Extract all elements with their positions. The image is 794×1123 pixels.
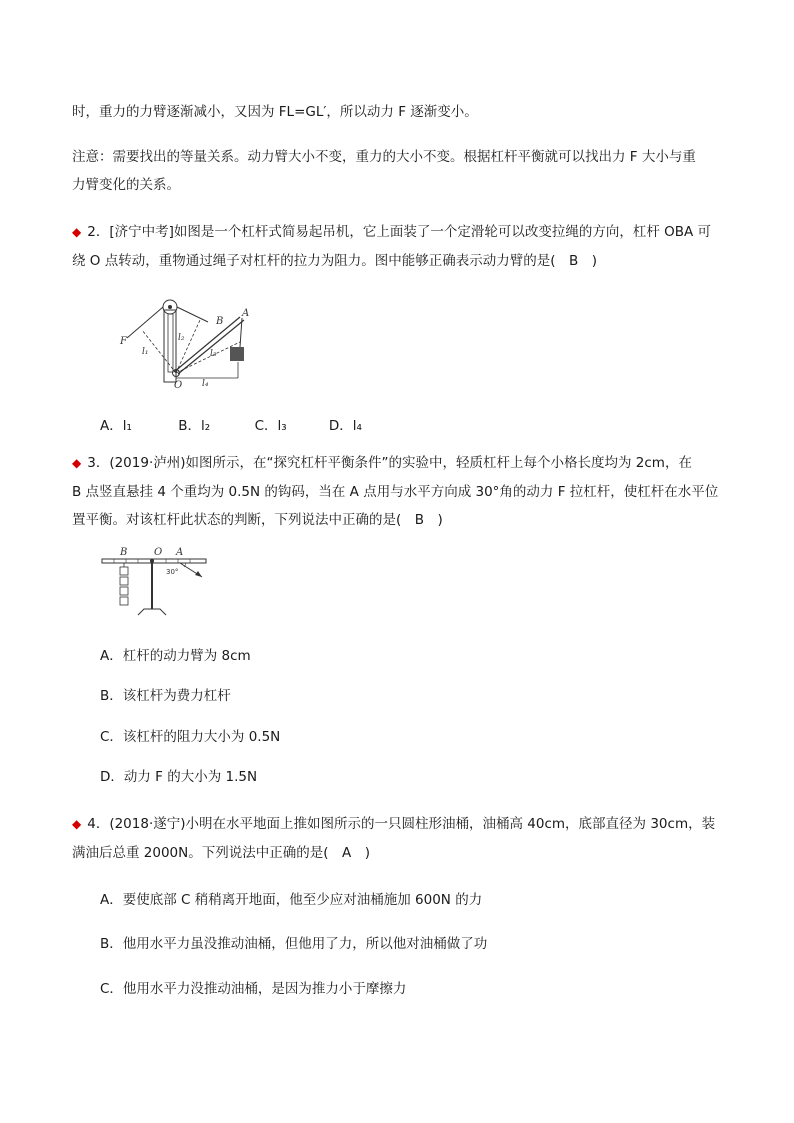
q3-option-a: A．杠杆的动力臂为 8cm (100, 648, 251, 664)
q3-lever-figure (98, 545, 210, 617)
q3-line-2: B 点竖直悬挂 4 个重均为 0.5N 的钩码，当在 A 点用与水平方向成 30°角的动力 F 拉杠杆，使杠杆在水平位 (72, 484, 719, 500)
q3-option-c: C．该杠杆的阻力大小为 0.5N (100, 729, 281, 745)
q4-option-c: C．他用水平力没推动油桶，是因为推力小于摩擦力 (100, 981, 407, 997)
label-B: B (120, 547, 128, 558)
bullet-diamond-icon: ◆ (72, 817, 82, 831)
bullet-diamond-icon: ◆ (72, 225, 82, 239)
label-O: O (174, 380, 183, 391)
q4-text-1: 4．(2018·遂宁)小明在水平地面上推如图所示的一只圆柱形油桶，油桶高 40cm，底部直径为 30cm，装 (87, 816, 716, 832)
label-B: B (216, 316, 224, 327)
q2-line-1 (72, 222, 711, 242)
q2-options (100, 416, 399, 436)
label-A: A (242, 308, 250, 319)
note-line-2: 力臂变化的关系。 (72, 177, 180, 193)
label-F: F (120, 336, 127, 347)
q3-line-3: 置平衡。对该杠杆此状态的判断，下列说法中正确的是( B ) (72, 512, 443, 528)
q3-option-b: B．该杠杆为费力杠杆 (100, 688, 231, 704)
label-A: A (176, 547, 184, 558)
label-l1: l₁ (142, 347, 149, 357)
q4-line-1 (72, 814, 715, 834)
q2-option-d: D．l₄ (328, 418, 362, 434)
q3-option-d: D．动力 F 的大小为 1.5N (100, 769, 258, 785)
q2-crane-figure (112, 292, 262, 392)
label-l2: l₂ (178, 333, 185, 343)
q3-text-1: 3．(2019·泸州)如图所示，在“探究杠杆平衡条件”的实验中，轻质杠杆上每个小格长度均为 2cm，在 (87, 455, 692, 471)
label-O: O (154, 547, 163, 558)
q4-option-a: A．要使底部 C 稍稍离开地面，他至少应对油桶施加 600N 的力 (100, 892, 483, 908)
q4-option-b: B．他用水平力虽没推动油桶，但他用了力，所以他对油桶做了功 (100, 936, 488, 952)
note-line-1: 注意：需要找出的等量关系。动力臂大小不变，重力的大小不变。根据杠杆平衡就可以找出力 F 大小与重 (72, 149, 696, 165)
q2-line-2: 绕 O 点转动，重物通过绳子对杠杆的拉力为阻力。图中能够正确表示动力臂的是( B ) (72, 253, 598, 269)
q4-line-2: 满油后总重 2000N。下列说法中正确的是( A ) (72, 845, 371, 861)
intro-line-1: 时，重力的力臂逐渐减小，又因为 FL=GL′，所以动力 F 逐渐变小。 (72, 104, 478, 120)
q2-text-1: 2．[济宁中考]如图是一个杠杆式简易起吊机，它上面装了一个定滑轮可以改变拉绳的方向，杠杆 OBA 可 (87, 224, 712, 240)
q3-line-1 (72, 453, 692, 473)
label-angle: 30° (166, 568, 179, 576)
label-l4: l₄ (202, 379, 209, 389)
bullet-diamond-icon: ◆ (72, 456, 82, 470)
q2-option-a: A．l₁ (100, 418, 132, 434)
q2-option-b: B．l₂ (178, 418, 211, 434)
label-l3: l₃ (210, 349, 217, 359)
q2-option-c: C．l₃ (254, 418, 287, 434)
